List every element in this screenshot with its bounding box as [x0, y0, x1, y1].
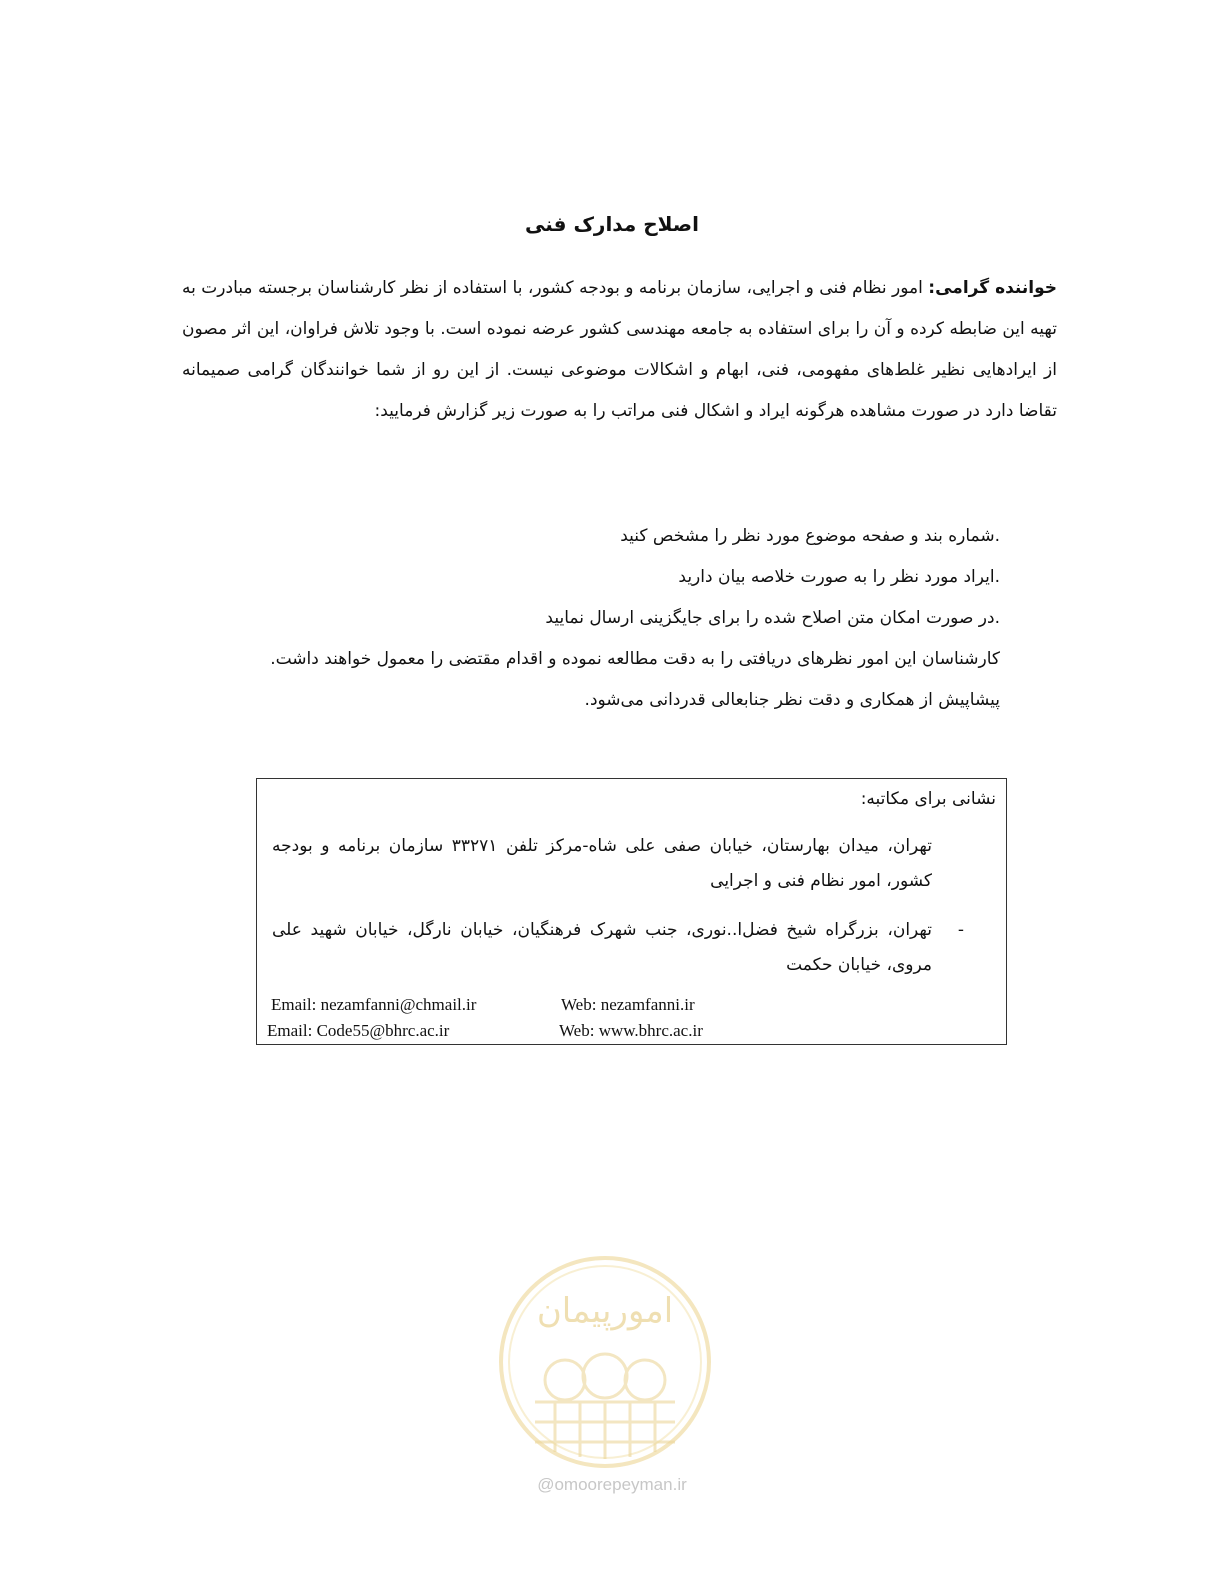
address-box-title: نشانی برای مکاتبه:: [860, 789, 996, 809]
instructions-list: [180, 516, 1000, 721]
instruction-line: پیشاپیش از همکاری و دقت نظر جنابعالی قدردانی می‌شود.: [584, 690, 1000, 710]
email-link[interactable]: Email: Code55@bhrc.ac.ir: [267, 1021, 450, 1040]
intro-body: امور نظام فنی و اجرایی، سازمان برنامه و بودجه کشور، با استفاده از نظر کارشناسان برجسته مبادرت به تهیه این ضابطه کرده و آن را برای استفاده به جامعه مهندسی کشور عرضه نموده است. با وجود تلاش فراوان، این اثر مصون از ایرادهایی نظیر غلط‌های مفهومی، فنی، ابهام و اشکالات موضوعی نیست. از این رو از شما خوانندگان گرامی صمیمانه تقاضا دارد در صورت مشاهده هرگونه ایراد و اشکال فنی مراتب را به صورت زیر گزارش فرمایید:: [182, 278, 1057, 421]
instruction-line: .در صورت امکان متن اصلاح شده را برای جایگزینی ارسال نمایید: [545, 608, 1000, 628]
intro-paragraph: [182, 268, 1057, 432]
address-line: تهران، بزرگراه شیخ فضل‌ا..نوری، جنب شهرک فرهنگیان، خیابان نارگل، خیابان شهید علی مروی، خیابان حکمت: [272, 920, 932, 975]
watermark-logo: [495, 1252, 715, 1492]
watermark-url: @omoorepeyman.ir: [537, 1475, 687, 1494]
instruction-line: .ایراد مورد نظر را به صورت خلاصه بیان دارید: [678, 567, 1000, 587]
instruction-line: .شماره بند و صفحه موضوع مورد نظر را مشخص کنید: [620, 526, 1000, 546]
watermark-logo-text: امورپیمان: [536, 1291, 674, 1331]
list-dash: -: [957, 920, 964, 940]
address-line: تهران، میدان بهارستان، خیابان صفی علی شاه-مرکز تلفن ۳۳۲۷۱ سازمان برنامه و بودجه کشور، امور نظام فنی و اجرایی: [272, 836, 932, 891]
web-link[interactable]: Web: nezamfanni.ir: [561, 995, 695, 1014]
page-title: اصلاح مدارک فنی: [525, 212, 699, 236]
web-link[interactable]: Web: www.bhrc.ac.ir: [559, 1021, 703, 1040]
instruction-line: کارشناسان این امور نظرهای دریافتی را به دقت مطالعه نموده و اقدام مقتضی را معمول خواهند داشت.: [270, 649, 1000, 669]
address-box: [256, 778, 1007, 1045]
intro-lead: خواننده گرامی:: [928, 278, 1057, 298]
email-link[interactable]: Email: nezamfanni@chmail.ir: [271, 995, 477, 1014]
